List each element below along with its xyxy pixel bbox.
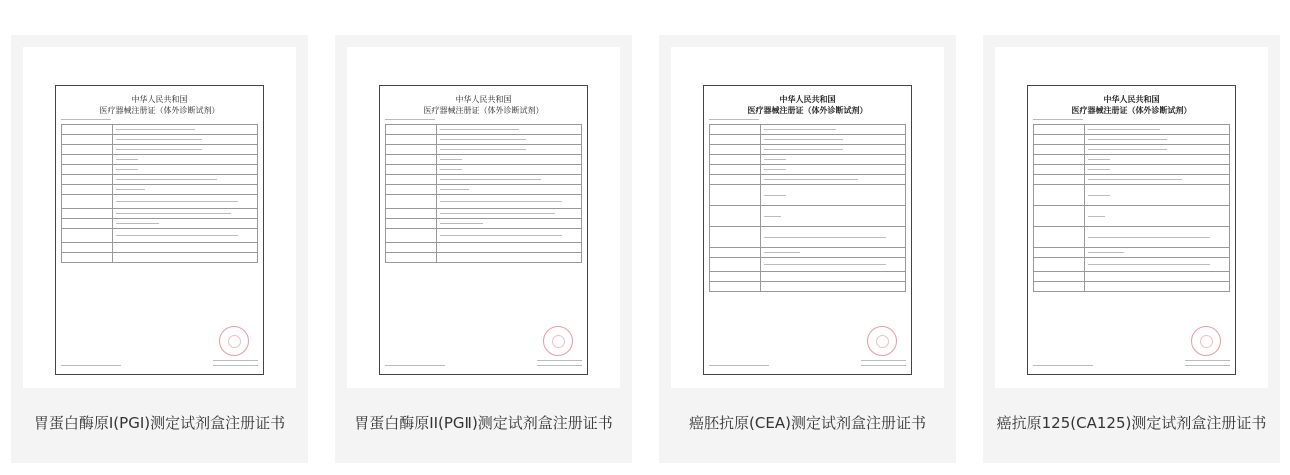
official-seal-icon <box>219 326 249 356</box>
certificate-table <box>709 124 906 292</box>
certificate-title-line1: 中华人民共和国 <box>455 95 512 104</box>
certificate-title-line2: 医疗器械注册证（体外诊断试剂） <box>423 106 544 115</box>
official-seal-icon <box>543 326 573 356</box>
certificate-title-line1: 中华人民共和国 <box>779 94 836 104</box>
certificate-caption[interactable]: 胃蛋白酶原II(PGⅡ)测定试剂盒注册证书 <box>354 414 613 432</box>
certificate-title-line2: 医疗器械注册证（体外诊断试剂） <box>747 105 868 115</box>
certificate-title-line2: 医疗器械注册证（体外诊断试剂） <box>99 106 220 115</box>
certificate-title-line1: 中华人民共和国 <box>131 95 188 104</box>
official-seal-icon <box>867 326 897 356</box>
certificate-card-cea[interactable] <box>659 35 956 463</box>
certificate-table <box>61 124 258 263</box>
certificate-image-frame[interactable] <box>995 47 1268 388</box>
official-seal-icon <box>1191 326 1221 356</box>
certificate-document <box>379 85 588 375</box>
certificate-table <box>385 124 582 263</box>
certificate-card-ca125[interactable] <box>983 35 1280 463</box>
certificate-document <box>55 85 264 375</box>
certificate-image-frame[interactable] <box>347 47 620 388</box>
certificate-document <box>1027 85 1236 375</box>
certificate-image-frame[interactable] <box>671 47 944 388</box>
certificate-card-pgii[interactable] <box>335 35 632 463</box>
certificate-caption[interactable]: 癌抗原125(CA125)测定试剂盒注册证书 <box>996 414 1267 432</box>
certificate-table <box>1033 124 1230 292</box>
certificate-caption[interactable]: 胃蛋白酶原I(PGI)测定试剂盒注册证书 <box>33 414 286 432</box>
certificate-title-line2: 医疗器械注册证（体外诊断试剂） <box>1071 105 1192 115</box>
certificate-document <box>703 85 912 375</box>
certificate-image-frame[interactable] <box>23 47 296 388</box>
certificate-title-line1: 中华人民共和国 <box>1103 94 1160 104</box>
certificate-caption[interactable]: 癌胚抗原(CEA)测定试剂盒注册证书 <box>689 414 926 432</box>
certificate-card-pgi[interactable] <box>11 35 308 463</box>
